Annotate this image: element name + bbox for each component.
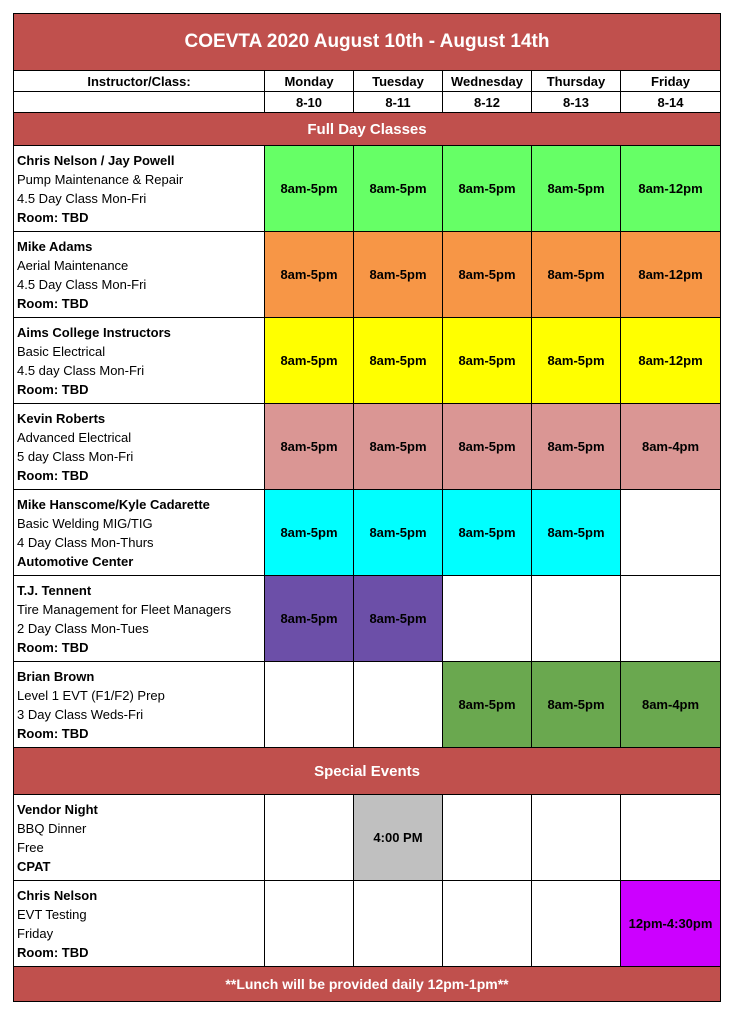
schedule-sheet <box>13 13 720 1002</box>
date-thursday: 8-13 <box>532 92 621 113</box>
day-header-thursday: Thursday <box>532 71 621 92</box>
time-cell-wednesday <box>443 795 532 881</box>
time-cell-friday <box>621 795 721 881</box>
class-detail-line: Level 1 EVT (F1/F2) Prep <box>17 687 165 703</box>
class-row <box>14 795 721 881</box>
time-cell-monday: 8am-5pm <box>265 232 354 318</box>
instructor-name: Kevin Roberts <box>17 410 106 426</box>
class-info-cell <box>14 318 265 404</box>
instructor-name: Chris Nelson <box>17 887 98 903</box>
day-header-row <box>14 71 721 92</box>
time-cell-friday: 8am-12pm <box>621 232 721 318</box>
class-detail-line: Room: TBD <box>17 209 89 225</box>
class-detail-line: 4 Day Class Mon-Thurs <box>17 534 154 550</box>
class-info-cell <box>14 404 265 490</box>
class-detail-line: 4.5 Day Class Mon-Fri <box>17 276 147 292</box>
class-detail-line: 3 Day Class Weds-Fri <box>17 706 144 722</box>
class-detail-line: Room: TBD <box>17 381 89 397</box>
time-cell-tuesday: 8am-5pm <box>354 576 443 662</box>
instructor-name: T.J. Tennent <box>17 582 92 598</box>
time-cell-thursday: 8am-5pm <box>532 404 621 490</box>
time-cell-wednesday: 8am-5pm <box>443 318 532 404</box>
date-tuesday: 8-11 <box>354 92 443 113</box>
time-cell-tuesday: 8am-5pm <box>354 490 443 576</box>
time-cell-monday: 8am-5pm <box>265 318 354 404</box>
time-cell-tuesday <box>354 662 443 748</box>
day-header-friday: Friday <box>621 71 721 92</box>
class-info-cell <box>14 232 265 318</box>
time-cell-wednesday: 8am-5pm <box>443 404 532 490</box>
date-friday: 8-14 <box>621 92 721 113</box>
time-cell-monday: 8am-5pm <box>265 146 354 232</box>
time-cell-monday: 8am-5pm <box>265 490 354 576</box>
class-row <box>14 662 721 748</box>
instructor-name: Mike Adams <box>17 238 93 254</box>
time-cell-wednesday: 8am-5pm <box>443 490 532 576</box>
time-cell-friday <box>621 490 721 576</box>
class-row <box>14 490 721 576</box>
time-cell-friday: 8am-4pm <box>621 662 721 748</box>
class-detail-line: BBQ Dinner <box>17 820 87 836</box>
instructor-name: Chris Nelson / Jay Powell <box>17 152 175 168</box>
time-cell-tuesday: 8am-5pm <box>354 232 443 318</box>
date-wednesday: 8-12 <box>443 92 532 113</box>
time-cell-thursday <box>532 795 621 881</box>
class-detail-line: Room: TBD <box>17 467 89 483</box>
time-cell-friday: 12pm-4:30pm <box>621 881 721 967</box>
time-cell-monday <box>265 795 354 881</box>
class-detail-line: Room: TBD <box>17 725 89 741</box>
schedule-title: COEVTA 2020 August 10th - August 14th <box>14 14 721 71</box>
time-cell-tuesday: 8am-5pm <box>354 318 443 404</box>
day-header-tuesday: Tuesday <box>354 71 443 92</box>
class-row <box>14 232 721 318</box>
class-detail-line: Aerial Maintenance <box>17 257 129 273</box>
date-row-spacer <box>14 92 265 113</box>
time-cell-thursday <box>532 576 621 662</box>
class-detail-line: Advanced Electrical <box>17 429 132 445</box>
instructor-class-header: Instructor/Class: <box>14 71 265 92</box>
class-detail-line: Basic Welding MIG/TIG <box>17 515 153 531</box>
class-info-cell <box>14 881 265 967</box>
class-detail-line: Room: TBD <box>17 639 89 655</box>
class-row <box>14 318 721 404</box>
class-detail-line: 2 Day Class Mon-Tues <box>17 620 149 636</box>
instructor-name: Brian Brown <box>17 668 95 684</box>
time-cell-thursday: 8am-5pm <box>532 146 621 232</box>
class-row <box>14 404 721 490</box>
day-header-wednesday: Wednesday <box>443 71 532 92</box>
class-detail-line: Automotive Center <box>17 553 134 569</box>
instructor-name: Aims College Instructors <box>17 324 171 340</box>
time-cell-tuesday: 8am-5pm <box>354 146 443 232</box>
day-header-monday: Monday <box>265 71 354 92</box>
class-info-cell <box>14 490 265 576</box>
time-cell-wednesday <box>443 576 532 662</box>
class-info-cell <box>14 662 265 748</box>
lunch-footer-note: **Lunch will be provided daily 12pm-1pm** <box>14 967 721 1002</box>
time-cell-thursday: 8am-5pm <box>532 490 621 576</box>
time-cell-monday: 8am-5pm <box>265 404 354 490</box>
time-cell-friday: 8am-12pm <box>621 146 721 232</box>
class-detail-line: CPAT <box>17 858 51 874</box>
instructor-name: Vendor Night <box>17 801 98 817</box>
class-row <box>14 146 721 232</box>
class-detail-line: Basic Electrical <box>17 343 106 359</box>
class-detail-line: Room: TBD <box>17 295 89 311</box>
time-cell-thursday: 8am-5pm <box>532 232 621 318</box>
time-cell-wednesday: 8am-5pm <box>443 232 532 318</box>
class-info-cell <box>14 576 265 662</box>
instructor-name: Mike Hanscome/Kyle Cadarette <box>17 496 210 512</box>
time-cell-tuesday <box>354 881 443 967</box>
class-info-cell <box>14 795 265 881</box>
section-header-full-day: Full Day Classes <box>14 113 721 146</box>
time-cell-thursday <box>532 881 621 967</box>
time-cell-tuesday: 4:00 PM <box>354 795 443 881</box>
time-cell-friday: 8am-12pm <box>621 318 721 404</box>
date-row <box>14 92 721 113</box>
date-monday: 8-10 <box>265 92 354 113</box>
time-cell-wednesday: 8am-5pm <box>443 146 532 232</box>
class-detail-line: 4.5 day Class Mon-Fri <box>17 362 145 378</box>
class-row <box>14 881 721 967</box>
class-detail-line: Free <box>17 839 44 855</box>
time-cell-friday: 8am-4pm <box>621 404 721 490</box>
class-detail-line: Friday <box>17 925 54 941</box>
class-row <box>14 576 721 662</box>
time-cell-monday <box>265 662 354 748</box>
section-header-special-events: Special Events <box>14 748 721 795</box>
class-detail-line: EVT Testing <box>17 906 87 922</box>
time-cell-thursday: 8am-5pm <box>532 318 621 404</box>
class-detail-line: 4.5 Day Class Mon-Fri <box>17 190 147 206</box>
time-cell-wednesday <box>443 881 532 967</box>
class-info-cell <box>14 146 265 232</box>
class-detail-line: Tire Management for Fleet Managers <box>17 601 232 617</box>
time-cell-friday <box>621 576 721 662</box>
time-cell-tuesday: 8am-5pm <box>354 404 443 490</box>
time-cell-monday <box>265 881 354 967</box>
class-detail-line: Room: TBD <box>17 944 89 960</box>
time-cell-wednesday: 8am-5pm <box>443 662 532 748</box>
schedule-table <box>13 13 721 1002</box>
time-cell-thursday: 8am-5pm <box>532 662 621 748</box>
time-cell-monday: 8am-5pm <box>265 576 354 662</box>
class-detail-line: Pump Maintenance & Repair <box>17 171 184 187</box>
class-detail-line: 5 day Class Mon-Fri <box>17 448 134 464</box>
